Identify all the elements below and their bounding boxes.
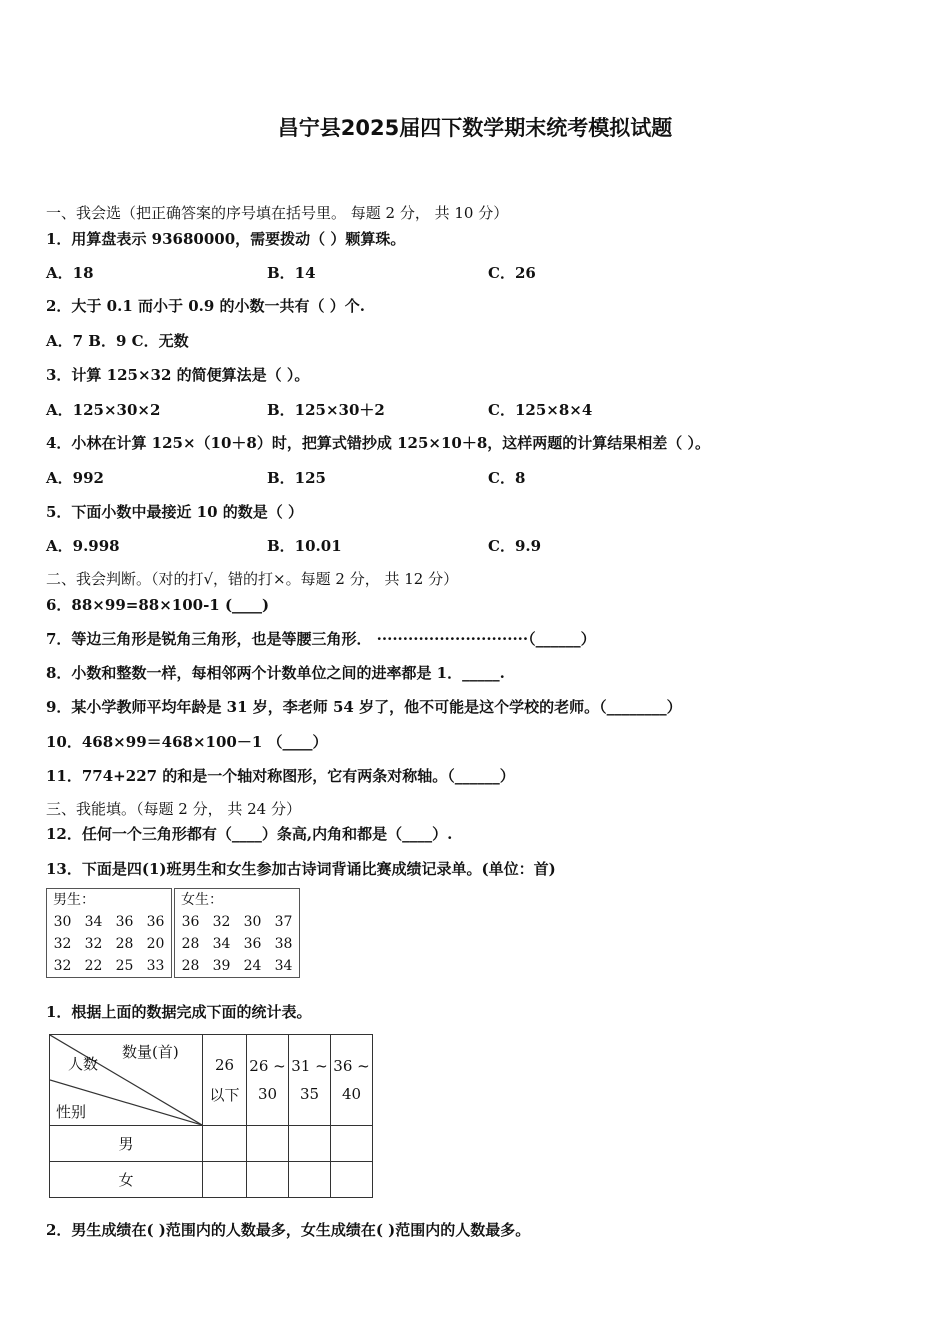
question-10: 10．468×99＝468×100－1 （____） [46, 733, 328, 751]
answer-cell[interactable] [331, 1126, 373, 1162]
score-cell: 32 [212, 914, 231, 930]
question-2: 2．大于 0.1 而小于 0.9 的小数一共有（ ）个. [46, 297, 365, 315]
score-cell: 36 [181, 914, 200, 930]
diag-label-people: 人数 [68, 1055, 99, 1073]
answer-cell[interactable] [289, 1162, 331, 1198]
table-row [175, 955, 299, 977]
column-header: 36 ~ 40 [331, 1035, 373, 1126]
q3-option-a: A．125×30×2 [46, 401, 161, 419]
score-cell: 28 [115, 936, 134, 952]
table-row [50, 1126, 373, 1162]
question-5: 5．下面小数中最接近 10 的数是（ ） [46, 503, 303, 521]
score-cell: 28 [181, 936, 200, 952]
q3-option-c: C．125×8×4 [488, 401, 593, 419]
score-cell: 34 [212, 936, 231, 952]
q1-option-a: A．18 [46, 264, 94, 282]
table-row [47, 955, 171, 977]
question-3: 3．计算 125×32 的简便算法是（ ）。 [46, 366, 310, 384]
row-label-girls: 女 [50, 1162, 203, 1198]
table-row [50, 1162, 373, 1198]
question-1: 1．用算盘表示 93680000，需要拨动（ ）颗算珠。 [46, 230, 406, 248]
q2-options: A．7 B．9 C．无数 [46, 332, 189, 350]
q4-option-a: A．992 [46, 469, 104, 487]
column-header: 31 ~ 35 [289, 1035, 331, 1126]
table-row [175, 911, 299, 933]
score-cell: 30 [53, 914, 72, 930]
q4-option-c: C．8 [488, 469, 526, 487]
score-cell: 22 [84, 958, 103, 974]
score-cell: 37 [274, 914, 293, 930]
boys-label: 男生： [53, 892, 95, 908]
diag-label-quantity: 数量(首) [122, 1043, 179, 1061]
score-cell: 39 [212, 958, 231, 974]
score-cell: 20 [146, 936, 165, 952]
answer-cell[interactable] [331, 1162, 373, 1198]
score-record-table [46, 888, 302, 978]
answer-cell[interactable] [247, 1126, 289, 1162]
row-label-boys: 男 [50, 1126, 203, 1162]
score-cell: 36 [243, 936, 262, 952]
answer-cell[interactable] [203, 1126, 247, 1162]
table-row [175, 933, 299, 955]
question-4: 4．小林在计算 125×（10＋8）时，把算式错抄成 125×10＋8，这样两题的计算结果相差（ ）。 [46, 434, 710, 452]
score-cell: 36 [115, 914, 134, 930]
diag-label-gender: 性别 [56, 1103, 87, 1121]
boys-scores-box [46, 888, 172, 978]
question-7: 7．等边三角形是锐角三角形，也是等腰三角形． ·····························（______） [46, 630, 596, 648]
table-header-row [50, 1035, 373, 1126]
answer-cell[interactable] [247, 1162, 289, 1198]
q3-option-b: B．125×30＋2 [267, 401, 385, 419]
answer-cell[interactable] [203, 1162, 247, 1198]
question-6: 6．88×99=88×100-1 (____) [46, 596, 270, 614]
column-header: 26 ~ 30 [247, 1035, 289, 1126]
score-cell: 32 [84, 936, 103, 952]
q5-option-b: B．10.01 [267, 537, 342, 555]
score-cell: 28 [181, 958, 200, 974]
girls-label: 女生： [181, 892, 223, 908]
score-cell: 24 [243, 958, 262, 974]
score-cell: 32 [53, 936, 72, 952]
question-13: 13．下面是四(1)班男生和女生参加古诗词背诵比赛成绩记录单。(单位：首) [46, 860, 556, 878]
q5-option-a: A．9.998 [46, 537, 120, 555]
question-12: 12．任何一个三角形都有（____）条高,内角和都是（____）. [46, 825, 453, 843]
section-heading-judge: 二、我会判断。（对的打√，错的打×。每题 2 分， 共 12 分） [46, 570, 459, 588]
q1-option-b: B．14 [267, 264, 316, 282]
table-row [47, 933, 171, 955]
score-cell: 32 [53, 958, 72, 974]
girls-scores-box [174, 888, 300, 978]
q4-option-b: B．125 [267, 469, 326, 487]
section-heading-choice: 一、我会选（把正确答案的序号填在括号里。 每题 2 分， 共 10 分） [46, 204, 509, 222]
score-cell: 33 [146, 958, 165, 974]
statistics-table [49, 1034, 373, 1198]
question-8: 8．小数和整数一样，每相邻两个计数单位之间的进率都是 1．_____. [46, 664, 505, 682]
sub-question-2: 2．男生成绩在( )范围内的人数最多，女生成绩在( )范围内的人数最多。 [46, 1221, 531, 1239]
score-cell: 34 [274, 958, 293, 974]
q5-option-c: C．9.9 [488, 537, 542, 555]
section-heading-fill: 三、我能填。（每题 2 分， 共 24 分） [46, 800, 301, 818]
diagonal-header-cell [50, 1035, 203, 1126]
score-cell: 25 [115, 958, 134, 974]
answer-cell[interactable] [289, 1126, 331, 1162]
score-cell: 36 [146, 914, 165, 930]
page-title: 昌宁县2025届四下数学期末统考模拟试题 [277, 116, 673, 140]
question-9: 9．某小学教师平均年龄是 31 岁，李老师 54 岁了，他不可能是这个学校的老师。（________） [46, 698, 682, 716]
sub-question-1: 1．根据上面的数据完成下面的统计表。 [46, 1003, 312, 1021]
score-cell: 38 [274, 936, 293, 952]
question-11: 11．774+227 的和是一个轴对称图形，它有两条对称轴。（______） [46, 767, 515, 785]
q1-option-c: C．26 [488, 264, 536, 282]
column-header: 26 以下 [203, 1035, 247, 1126]
table-row [47, 911, 171, 933]
score-cell: 30 [243, 914, 262, 930]
score-cell: 34 [84, 914, 103, 930]
